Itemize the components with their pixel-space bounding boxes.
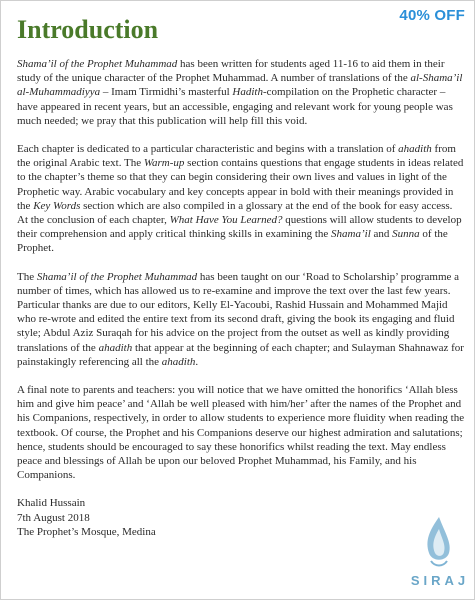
text-run: Sunna bbox=[392, 228, 420, 241]
text-run: ahadith bbox=[98, 341, 133, 354]
text-run: The bbox=[17, 270, 37, 283]
text-run: What Have You Learned? bbox=[169, 214, 283, 227]
paragraph-4 bbox=[17, 383, 465, 482]
text-run: – Imam Tirmidhi’s masterful bbox=[100, 86, 233, 99]
signature-date: 7th August 2018 bbox=[17, 511, 90, 524]
discount-badge: 40% OFF bbox=[395, 5, 469, 26]
text-run: from the original Arabic text. The bbox=[17, 143, 456, 170]
text-run: Shama’il of the Prophet Muhammad bbox=[17, 58, 178, 70]
text-run: of the Prophet. bbox=[17, 228, 448, 255]
logo-wordmark: SIRAJ bbox=[410, 573, 470, 588]
text-run: Shama’il bbox=[331, 228, 371, 241]
text-run: A final note to parents and teachers: you will notice that we have omitted the honorifics ‘Allah bless him and give him peace’ and ‘Allah be well pleased with him/her’ after the names of the Prophet and his Companions, respectively, in order to allow students to experience more fluidity when reading the textbook. Of course, the Prophet and his Companions deserve our highest admiration and salutations; hence, students should be encouraged to say these honorifics whilst reading the text. May endless peace and blessings of Allah be upon our beloved Prophet Muhammad, his Family, and his Companions. bbox=[17, 384, 465, 482]
text-run: Each chapter is dedicated to a particular characteristic and begins with a translation of bbox=[17, 143, 399, 156]
text-run: Shama’il of the Prophet Muhammad bbox=[36, 270, 198, 283]
text-run: Warm-up bbox=[143, 157, 185, 170]
paragraph-2 bbox=[17, 142, 465, 256]
text-run: that appear at the beginning of each chapter; and Sulayman Shahnawaz for painstakingly referencing all the bbox=[17, 341, 464, 368]
text-run: questions will allow students to develop their comprehension and apply critical thinking skills in examining the bbox=[17, 214, 462, 241]
text-run: ahadith bbox=[398, 143, 432, 156]
text-run: has been taught on our ‘Road to Scholarship’ programme a number of times, which has allowed us to re-examine and improve the text over the last few years. Particular thanks are due to our editors, Kelly El-Yacoubi, Rashid Hussain and Mohammed Majid who re-wrote and edited the entire text from its second draft, giving the book its engaging and fluid style; Abdul Aziz Suraqah for his advice on the project from the outset as well as kindly providing translations of the bbox=[17, 270, 460, 354]
text-run: al-Shama’il al-Muhammadiyya bbox=[17, 72, 463, 99]
paragraph-1 bbox=[17, 57, 465, 128]
text-run: has been written for students aged 11-16 to aid them in their study of the unique character of the Prophet Muhammad. A number of translations of the bbox=[17, 58, 445, 85]
text-run: section contains questions that engage students in ideas related to the chapter’s theme so that they can begin considering their own lives and values in light of the Prophetic way. Arabic vocabulary and key concepts appear in bold with their meanings provided in the bbox=[17, 157, 464, 212]
text-run: Hadith bbox=[232, 86, 263, 99]
paragraph-3 bbox=[17, 270, 465, 369]
text-run: . bbox=[195, 355, 199, 368]
flame-drop-icon bbox=[421, 515, 457, 571]
signature-place: The Prophet’s Mosque, Medina bbox=[17, 525, 156, 538]
text-run: section which are also compiled in a glossary at the end of the book for easy access. At the conclusion of each chapter, bbox=[17, 199, 453, 227]
author-name: Khalid Hussain bbox=[17, 497, 86, 510]
text-run: ahadith bbox=[161, 355, 196, 368]
text-run: and bbox=[370, 228, 393, 241]
text-run: Key Words bbox=[33, 199, 81, 212]
intro-body bbox=[17, 57, 465, 539]
text-run: -compilation on the Prophetic character – have appeared in recent years, but an accessible, engaging and relevant work for young people was much needed; we pray that this publication will help fill this void. bbox=[17, 86, 453, 127]
page-title: Introduction bbox=[17, 15, 159, 44]
siraj-logo bbox=[411, 515, 471, 595]
signature-block bbox=[17, 496, 465, 539]
